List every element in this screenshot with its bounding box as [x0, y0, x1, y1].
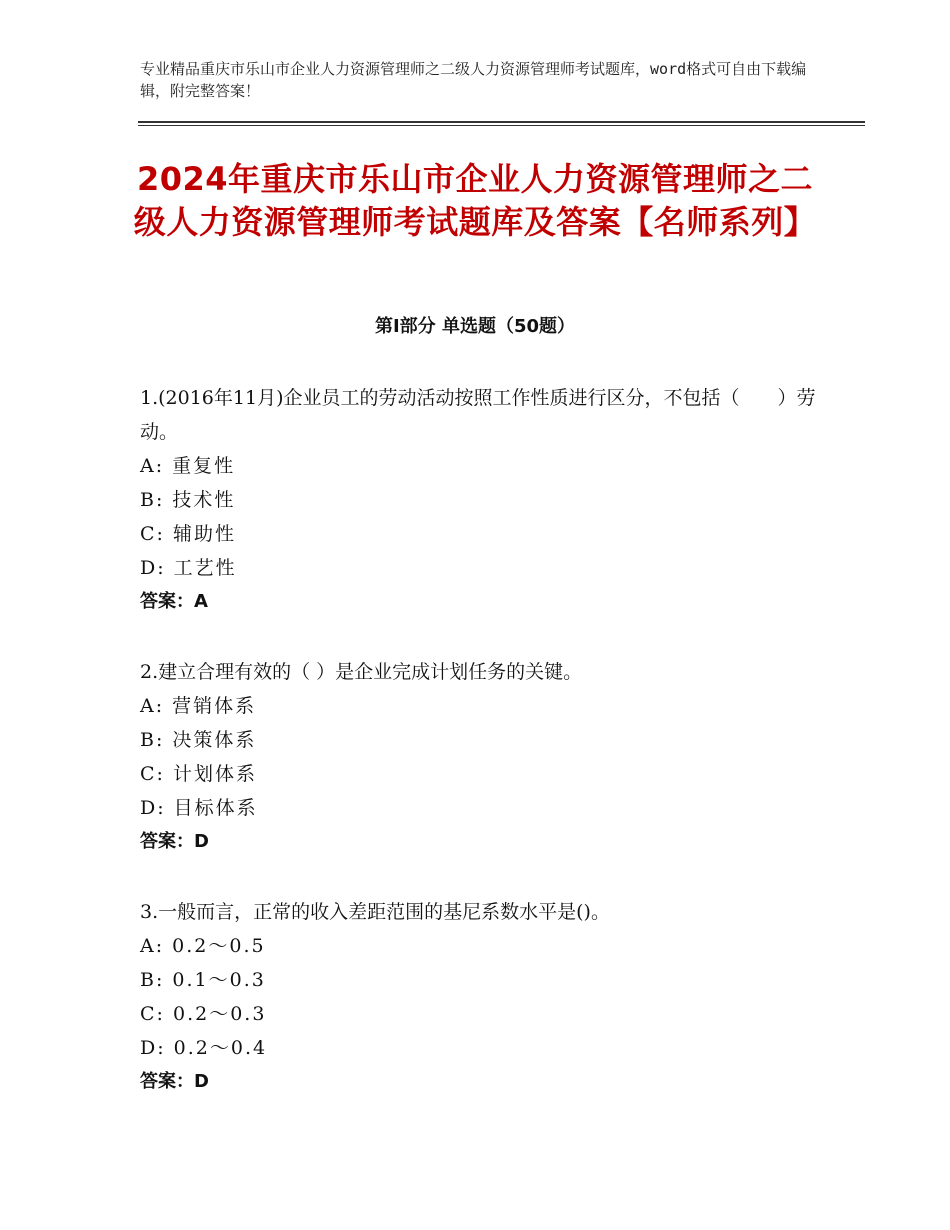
question-3: [140, 895, 820, 1099]
option-b: B: 0.1～0.3: [140, 969, 266, 991]
answer-label: 答案：D: [140, 1071, 209, 1092]
option-d: D: 0.2～0.4: [140, 1037, 268, 1059]
answer-label: 答案：A: [140, 591, 208, 612]
question-stem: 2.建立合理有效的（ ）是企业完成计划任务的关键。: [140, 661, 583, 683]
question-stem: 3.一般而言，正常的收入差距范围的基尼系数水平是()。: [140, 901, 610, 923]
question-2: [140, 655, 820, 859]
option-c: C: 辅助性: [140, 523, 236, 545]
option-c: C: 0.2～0.3: [140, 1003, 267, 1025]
document-title: 2024年重庆市乐山市企业人力资源管理师之二级人力资源管理师考试题库及答案【名师系列】: [133, 160, 817, 241]
option-d: D: 工艺性: [140, 557, 237, 579]
option-c: C: 计划体系: [140, 763, 257, 785]
header-note: 专业精品重庆市乐山市企业人力资源管理师之二级人力资源管理师考试题库，word格式可自由下载编辑，附完整答案！: [140, 60, 807, 100]
option-a: A: 重复性: [140, 455, 236, 477]
answer-label: 答案：D: [140, 831, 209, 852]
option-b: B: 决策体系: [140, 729, 257, 751]
section-title: 第Ⅰ部分 单选题（50题）: [374, 316, 575, 337]
question-list: [140, 381, 820, 1135]
header-rule-thin: [138, 125, 865, 126]
question-stem: 1.(2016年11月)企业员工的劳动活动按照工作性质进行区分，不包括（ ）劳动。: [140, 387, 816, 443]
option-d: D: 目标体系: [140, 797, 258, 819]
question-1: [140, 381, 820, 619]
option-a: A: 营销体系: [140, 695, 257, 717]
option-b: B: 技术性: [140, 489, 236, 511]
option-a: A: 0.2～0.5: [140, 935, 266, 957]
header-rule-thick: [138, 121, 865, 123]
